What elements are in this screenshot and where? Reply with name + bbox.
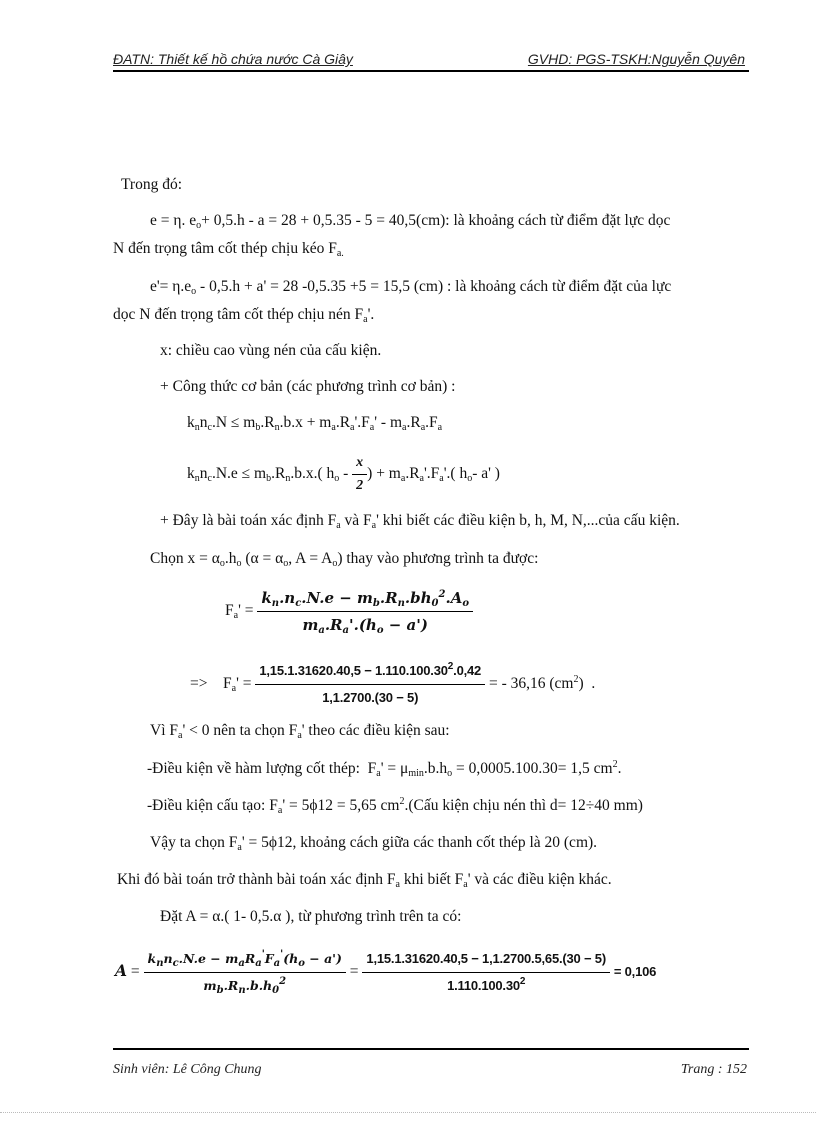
fa-calculation: => $F_a'$ = $\frac{1,15.1.31620.40,5 - 1.110.100.30^2.0,42}{1,1.2700.(30 - 5)}$ = - 36,16 $(cm^2)$ . (190, 661, 596, 705)
page-footer (113, 1048, 749, 1084)
set-a: Đặt A = α.( 1- 0,5.α ), từ phương trình trên ta có: (160, 908, 462, 925)
choose-x: Chọn $x = \alpha_o.h_o$ ($\alpha = \alpha_o$, $A = A_o$) thay vào phương trình ta được: (150, 550, 539, 569)
problem-statement: + Đây là bài toán xác định $F_a$ và $F_a'$ khi biết các điều kiện b, h, M, N,...của cấu kiện. (160, 512, 680, 531)
condition-structure: -Điều kiện cấu tạo: $F_a' = 5\phi 12 = 5,65$ $cm^2.(Cấu$ kiện chịu nén thì d= 12÷40 mm) (147, 796, 643, 816)
page-header (113, 50, 749, 72)
condition-content: -Điều kiện về hàm lượng cốt thép: $F_a' = \mu_{min}.b.h_o = 0,0005.100.30= 1,5$ $cm^2$. (147, 759, 622, 779)
footer-student: Sinh viên: Lê Công Chung (113, 1062, 262, 1077)
bottom-divider (0, 1112, 816, 1113)
equation-1: $k_nn_c.N \le m_b.R_n.b.x + m_a.R_a'.F_a' - m_a.R_a.F_a$ (187, 414, 443, 433)
trong-do: Trong đó: (121, 176, 183, 193)
basic-formula-heading: + Công thức cơ bản (các phương trình cơ bản) : (160, 378, 456, 395)
ep-definition-cont: dọc N đến trọng tâm cốt thép chịu nén $F_a'$. (113, 306, 375, 325)
header-title: ĐATN: Thiết kế hồ chứa nước Cà Giây (113, 51, 353, 67)
a-calculation: A = $\frac{k_nn_c.N.e - m_aR_a'F_a'(h_o - a')}{m_b.R_n.b.h_0^2}$ = $\frac{1,15.1.31620.40,5 - 1,1.2700.5,65.(30 - 5)}{1.110.100.30^2}$ = 0,106 (115, 949, 657, 996)
fa-negative-note: Vì $F_a' < 0$ nên ta chọn $F_a'$ theo các điều kiện sau: (150, 722, 450, 741)
x-definition: x: chiều cao vùng nén của cấu kiện. (160, 342, 382, 359)
e-definition-cont: N đến trọng tâm cốt thép chịu kéo $F_{a.}$ (113, 240, 344, 259)
selection-result: Vậy ta chọn $F_a' = 5\phi 12$, khoảng cách giữa các thanh cốt thép là 20 (cm). (150, 834, 598, 853)
e-definition: e = η. $e_o+ 0,5.h - a = 28 + 0,5.35 - 5 = 40,5(cm)$: là khoảng cách từ điểm đặt lực dọc (150, 212, 671, 231)
equation-2: $k_nn_c.N.e \le m_b.R_n.b.x$.( $h_o$ - $\frac{x}{2}$ ) + $m_a.R_a'.F_a'$.( $h_o-$ a' ) (187, 455, 500, 493)
header-advisor: GVHD: PGS-TSKH:Nguyễn Quyên (527, 51, 745, 67)
ep-definition: $e'= \eta.e_o - 0,5.h + a' = 28$ -0,5.35 +5 = 15,5 (cm) : là khoảng cách từ điểm đặt của lực (150, 278, 672, 297)
fa-general-formula: $F_a'$ = $\frac{k_n.n_c.N.e - m_b.R_n.bh_0^2.A_o}{m_a.R_a'.(h_o - a')}$ (225, 587, 473, 636)
footer-page-number: Trang : 152 (680, 1062, 747, 1077)
transform-problem: Khi đó bài toán trở thành bài toán xác định $F_a$ khi biết $F_a'$ và các điều kiện khác. (117, 871, 612, 890)
